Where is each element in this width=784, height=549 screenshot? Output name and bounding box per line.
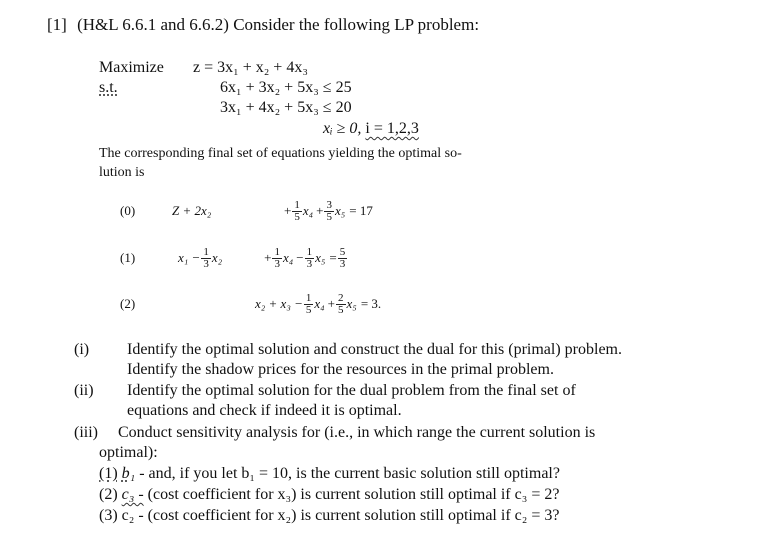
problem-header [47,15,479,35]
sub-question-1-variable: b₁ [121,465,136,482]
equation-label: (0) [120,203,136,218]
question-ii-label: (ii) [74,382,94,399]
problem-statement: (H&L 6.6.1 and 6.6.2) Consider the following LP problem: [77,15,480,34]
problem-number: [1] [47,15,67,34]
equation-lhs-variable: x₁ − [178,250,201,265]
intro-line-2: lution is [99,165,145,180]
denominator: 5 [294,210,300,223]
question-i-line-2: Identify the shadow prices for the resources in the primal problem. [127,361,554,378]
intro-line-1: The corresponding final set of equations yielding the optimal so- [99,146,462,161]
term-sign: + [316,203,324,218]
numerator: 5 [339,245,346,258]
term-sign: + [327,296,336,311]
denominator: 5 [338,303,344,316]
sub-question-1-number: (1) [99,465,118,482]
sub-question-3: (3) c₂ - (cost coefficient for x₂) is current solution still optimal if c₂ = 3? [99,507,560,524]
term-variable: x₄ [314,296,325,311]
numerator: 1 [294,198,300,211]
term-variable: x₅ [315,250,326,265]
subject-to-label: s.t. [99,79,118,96]
sub-question-1 [99,464,560,483]
term-variable: x₄ [302,203,314,218]
sub-question-1-text: - and, if you let b₁ = 10, is the current basic solution still optimal? [135,465,560,482]
numerator: 1 [306,245,313,258]
maximize-label: Maximize [99,59,164,76]
numerator: 2 [338,291,344,304]
numerator: 1 [203,245,209,258]
question-ii-line-2: equations and check if indeed it is optimal. [127,402,402,419]
nonnegativity-constraint [323,120,419,138]
denominator: 3 [306,257,313,270]
question-iii-label: (iii) [74,424,98,441]
equation-lhs: x₂ + x₃ − [255,296,303,311]
term-variable: x₄ [282,250,294,265]
fraction [324,200,334,223]
term-variable: x₂ [211,250,223,265]
equation-label: (1) [120,250,136,265]
question-iii-line-1: Conduct sensitivity analysis for (i.e., in which range the current solution is [118,424,596,441]
denominator: 3 [203,257,209,270]
question-i-label: (i) [74,341,90,358]
constraint-1: 6x₁ + 3x₂ + 5x₃ ≤ 25 [220,79,352,96]
constraint-2: 3x₁ + 4x₂ + 5x₃ ≤ 20 [220,99,352,116]
fraction [292,200,302,223]
objective-function: z = 3x₁ + x₂ + 4x₃ [193,59,308,76]
equation-lhs: Z + 2x₂ [172,203,212,218]
denominator: 3 [274,257,280,270]
equation-0 [120,193,373,229]
term-sign: + [264,250,272,265]
term-variable: x₅ [334,203,346,218]
numerator: 1 [305,291,312,304]
term-variable: x₅ [346,296,357,311]
denominator: 3 [339,257,346,270]
index-range: i = 1,2,3 [365,120,419,137]
fraction [336,293,346,316]
question-ii-line-1: Identify the optimal solution for the dual problem from the final set of [127,382,576,399]
fraction [272,247,282,270]
numerator: 3 [326,198,332,211]
equation-rhs: = 3. [360,296,382,311]
equation-rhs: = 17 [349,203,373,218]
nonnegativity-text: xᵢ ≥ 0, [323,120,362,137]
equation-rhs-equals: = [329,250,337,265]
sub-question-2-variable: c₃ - [121,486,144,503]
fraction [338,247,348,270]
equation-1 [120,240,348,276]
question-i-line-1: Identify the optimal solution and construct the dual for this (primal) problem. [127,341,622,358]
term-sign: − [296,250,304,265]
fraction [304,293,314,316]
sub-question-2 [99,485,559,504]
numerator: 1 [274,245,280,258]
sub-question-2-text: (cost coefficient for x₃) is current solution still optimal if c₃ = 2? [143,486,560,503]
denominator: 5 [305,303,312,316]
fraction [305,247,315,270]
question-iii-line-2: optimal): [99,444,158,461]
equation-label: (2) [120,296,136,311]
sub-question-2-number: (2) [99,486,122,503]
equation-2 [120,286,381,322]
denominator: 5 [326,210,332,223]
fraction [201,247,211,270]
term-sign: + [284,203,292,218]
